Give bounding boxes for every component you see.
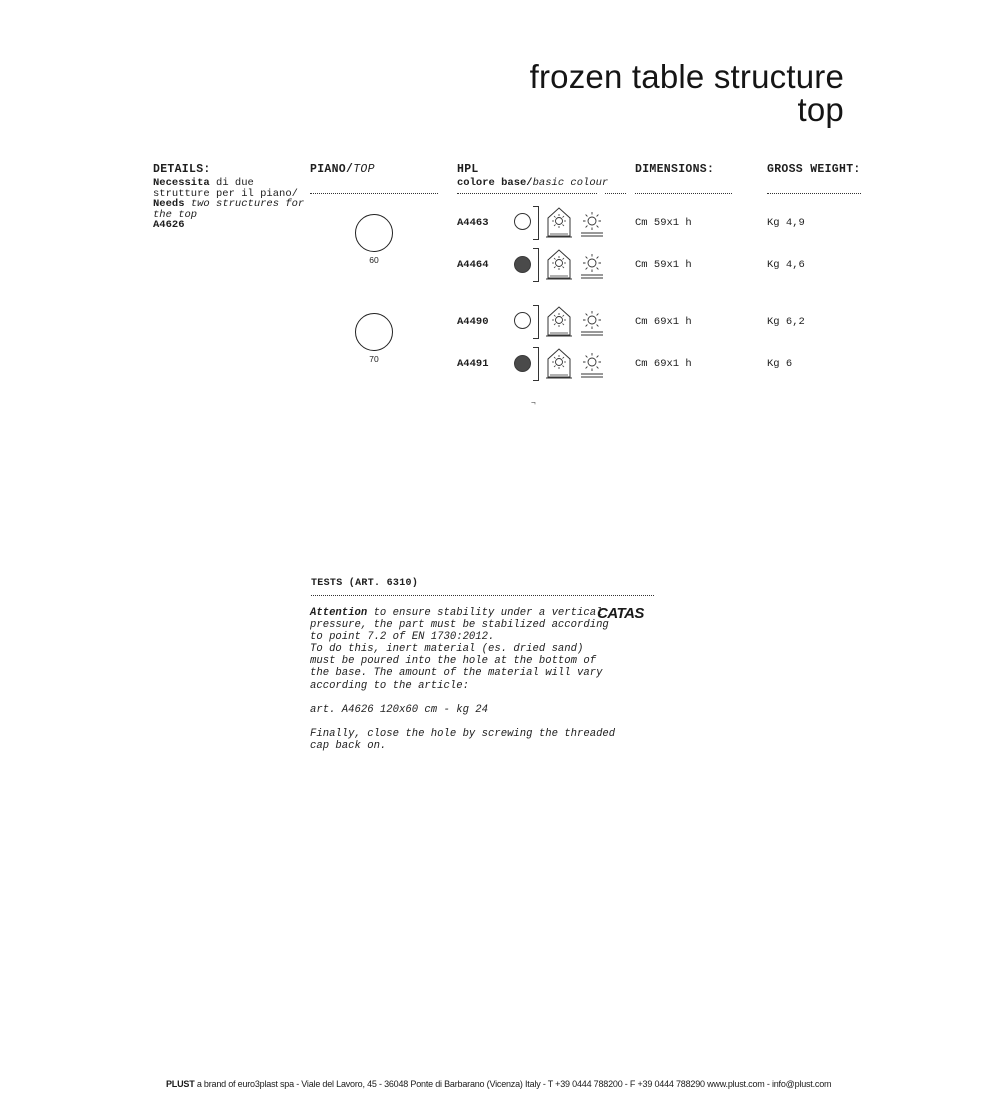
hpl-divider-2	[605, 193, 626, 194]
colour-swatch-dark-grey	[514, 256, 531, 273]
hpl-subheader	[457, 178, 608, 189]
row-code: A4490	[457, 316, 489, 328]
row-dimensions: Cm 59x1 h	[635, 217, 692, 229]
piano-header	[310, 163, 375, 176]
colour-swatch-dark-grey	[514, 355, 531, 372]
row-weight: Kg 6	[767, 358, 793, 370]
bracket	[533, 347, 539, 381]
row-dimensions: Cm 59x1 h	[635, 259, 692, 271]
bracket	[533, 206, 539, 240]
row-code: A4463	[457, 217, 489, 229]
details-line3-bold: Needs	[153, 198, 185, 210]
row-dimensions: Cm 69x1 h	[635, 358, 692, 370]
piano-header-italic: TOP	[353, 163, 375, 176]
outdoor-sun-icon	[580, 252, 604, 280]
details-line3	[153, 199, 304, 210]
colour-swatch-white	[514, 213, 531, 230]
tests-final-line: cap back on.	[310, 739, 387, 752]
row-code: A4464	[457, 259, 489, 271]
row-weight: Kg 6,2	[767, 316, 805, 328]
top-size-70-label: 70	[369, 354, 379, 364]
indoor-icon	[546, 206, 572, 238]
colour-swatch-white	[514, 312, 531, 329]
tests-line: To do this, inert material (es. dried sand)	[310, 643, 584, 656]
indoor-icon	[546, 347, 572, 379]
tests-attention-line	[310, 607, 615, 619]
bracket	[533, 248, 539, 282]
indoor-icon	[546, 248, 572, 280]
hpl-subheader-bold: colore base/	[457, 177, 533, 189]
footer	[166, 1079, 831, 1089]
details-line3-rest: two structures for	[184, 198, 305, 210]
tests-line: the base. The amount of the material will vary	[310, 667, 603, 680]
top-size-60-circle	[355, 214, 393, 252]
stray-mark: ¬	[531, 398, 536, 407]
bracket	[533, 305, 539, 339]
tests-attention-bold: Attention	[310, 607, 368, 619]
details-line1	[153, 178, 254, 189]
weight-header: GROSS WEIGHT:	[767, 163, 861, 176]
tests-divider	[311, 595, 654, 596]
piano-header-bold: PIANO/	[310, 163, 354, 176]
tests-line: to point 7.2 of EN 1730:2012.	[310, 631, 495, 644]
details-line2: strutture per il piano/	[153, 187, 298, 200]
piano-divider	[310, 193, 438, 194]
tests-header: TESTS (ART. 6310)	[311, 578, 419, 589]
hpl-divider	[457, 193, 597, 194]
outdoor-sun-icon	[580, 351, 604, 379]
page-title: frozen table structure	[529, 58, 844, 95]
tests-text	[310, 607, 615, 752]
details-line1-rest: di due	[209, 177, 254, 189]
row-code: A4491	[457, 358, 489, 370]
outdoor-sun-icon	[580, 210, 604, 238]
tests-line: according to the article:	[310, 679, 469, 692]
indoor-icon	[546, 305, 572, 337]
outdoor-sun-icon	[580, 309, 604, 337]
footer-brand: PLUST	[166, 1079, 195, 1089]
page-title-line2: top	[797, 91, 844, 128]
dimensions-header: DIMENSIONS:	[635, 163, 715, 176]
tests-line: pressure, the part must be stabilized according	[310, 619, 609, 632]
hpl-header: HPL	[457, 163, 479, 176]
details-line4: the top	[153, 208, 198, 221]
dimensions-divider	[635, 193, 732, 194]
tests-attention-rest: to ensure stability under a vertical	[367, 607, 603, 619]
row-weight: Kg 4,6	[767, 259, 805, 271]
weight-divider	[767, 193, 861, 194]
details-header: DETAILS:	[153, 163, 211, 176]
top-size-60-label: 60	[369, 255, 379, 265]
catas-logo: CATAS	[597, 605, 644, 622]
footer-text: a brand of euro3plast spa - Viale del Lavoro, 45 - 36048 Ponte di Barbarano (Vicenza) Italy - T +39 0444 788200 - F +39 0444 788290 www.plust.com - info@plust.com	[194, 1079, 832, 1089]
top-size-70-circle	[355, 313, 393, 351]
row-dimensions: Cm 69x1 h	[635, 316, 692, 328]
tests-final-line: Finally, close the hole by screwing the threaded	[310, 727, 616, 740]
hpl-subheader-italic: basic colour	[532, 177, 609, 189]
tests-line: must be poured into the hole at the bottom of	[310, 655, 597, 668]
details-line5: A4626	[153, 219, 185, 231]
details-line1-bold: Necessita	[153, 177, 210, 189]
row-weight: Kg 4,9	[767, 217, 805, 229]
tests-article: art. A4626 120x60 cm - kg 24	[310, 703, 489, 716]
